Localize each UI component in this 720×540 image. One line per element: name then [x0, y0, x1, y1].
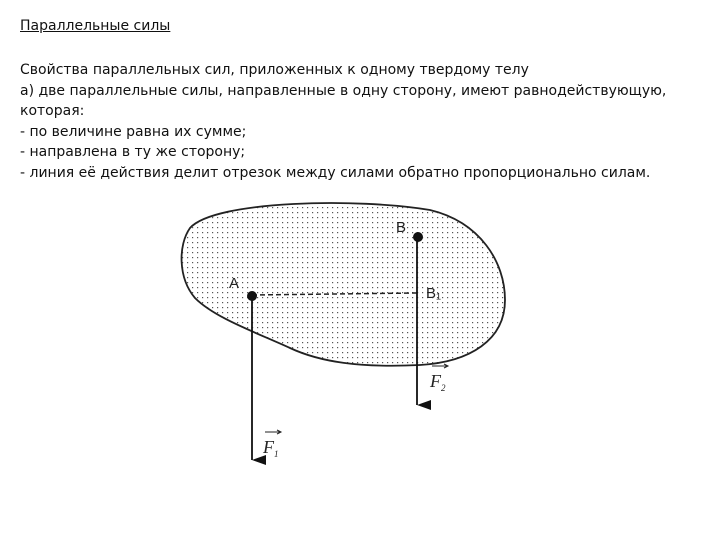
point-a-label: A	[229, 275, 240, 292]
body-line: - по величине равна их сумме;	[20, 123, 247, 140]
force-f2-label: $F_2$	[430, 371, 446, 393]
slide-title: Параллельные силы	[20, 18, 171, 34]
point-b-dot	[413, 232, 423, 242]
body-line: - линия её действия делит отрезок между силами обратно пропорционально силам.	[20, 164, 651, 181]
body-line: Свойства параллельных сил, приложенных к одному твердому телу	[20, 62, 529, 78]
point-b1-label: B₁	[426, 285, 442, 302]
body-line: а) две параллельные силы, направленные в одну сторону, имеют равнодействующую,	[20, 82, 667, 99]
body-line: которая:	[20, 103, 85, 119]
point-a-dot	[247, 291, 257, 301]
body-line: - направлена в ту же сторону;	[20, 144, 246, 160]
force-f1-label: $F_1$	[263, 437, 279, 459]
point-b-label: B	[396, 219, 407, 236]
